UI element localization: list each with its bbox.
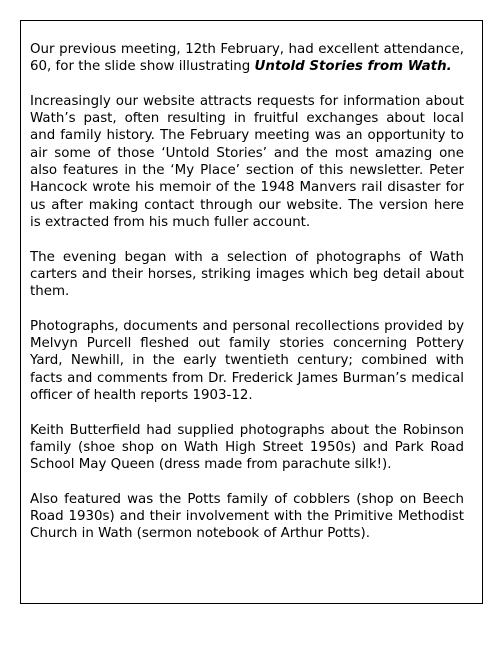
paragraph-meeting-intro-text: Our previous meeting, 12th February, had excellent attendance, 60, for the slide show illustrating <box>30 42 464 75</box>
paragraph-carters: The evening began with a selection of photographs of Wath carters and their horses, striking images which beg detail about them. <box>30 249 464 300</box>
slide-show-title: Untold Stories from Wath. <box>254 59 452 75</box>
paragraph-potts-family: Also featured was the Potts family of cobblers (shop on Beech Road 1930s) and their involvement with the Primitive Methodist Church in Wath (sermon notebook of Arthur Potts). <box>30 491 464 542</box>
paragraph-robinson-family: Keith Butterfield had supplied photographs about the Robinson family (shoe shop on Wath High Street 1950s) and Park Road School May Queen (dress made from parachute silk!). <box>30 422 464 473</box>
article-box <box>20 20 483 604</box>
paragraph-meeting-intro <box>30 41 464 76</box>
article-body <box>30 41 464 560</box>
paragraph-pottery-yard: Photographs, documents and personal recollections provided by Melvyn Purcell fleshed out family stories concerning Pottery Yard, Newhill, in the early twentieth century; combined with facts and comments from Dr. Frederick James Burman’s medical officer of health reports 1903-12. <box>30 318 464 403</box>
paragraph-website: Increasingly our website attracts requests for information about Wath’s past, often resulting in fruitful exchanges about local and family history. The February meeting was an opportunity to air some of those ‘Untold Stories’ and the most amazing one also features in the ‘My Place’ section of this newsletter. Peter Hancock wrote his memoir of the 1948 Manvers rail disaster for us after making contact through our website. The version here is extracted from his much fuller account. <box>30 93 464 230</box>
